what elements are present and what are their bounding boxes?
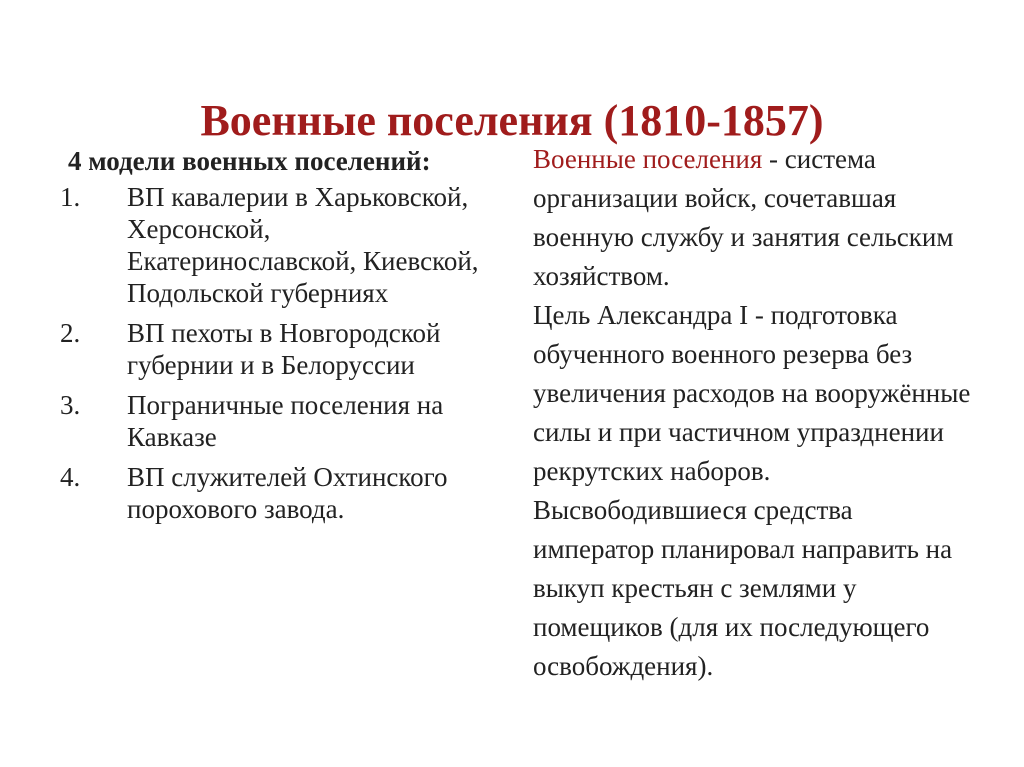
slide-title: Военные поселения (1810-1857) [200,96,824,146]
list-item-number: 2. [60,318,81,348]
list-item-number: 1. [60,182,81,212]
list-item-text: ВП служителей Охтинского порохового завода. [127,462,448,524]
goal-paragraph: Цель Александра I - подготовка обученного военного резерва без увеличения расходов на вооружённые силы и при частичном упразднении рекрутских наборов. Высвободившиеся средства император планировал направить на выкуп крестьян с землями у помещиков (для их последующего освобождения). [533,300,971,681]
list-item [60,317,500,381]
definition-paragraph [533,140,973,296]
list-item-text: Пограничные поселения на Кавказе [127,390,444,452]
definition-text: - система организации войск, сочетавшая военную службу и занятия сельским хозяйством. [533,144,954,291]
list-item [60,461,500,525]
list-item [60,181,500,309]
term-highlight: Военные поселения [533,144,763,174]
list-item-text: ВП пехоты в Новгородской губернии и в Белоруссии [127,318,441,380]
list-item-number: 4. [60,462,81,492]
list-item-text: ВП кавалерии в Харьковской, Херсонской, Екатеринославской, Киевской, Подольской губерниях [127,182,479,308]
models-list [60,181,500,525]
definition-column [533,140,973,686]
models-column [60,143,500,533]
list-item-number: 3. [60,390,81,420]
list-item [60,389,500,453]
models-heading: 4 модели военных поселений: [68,146,431,176]
